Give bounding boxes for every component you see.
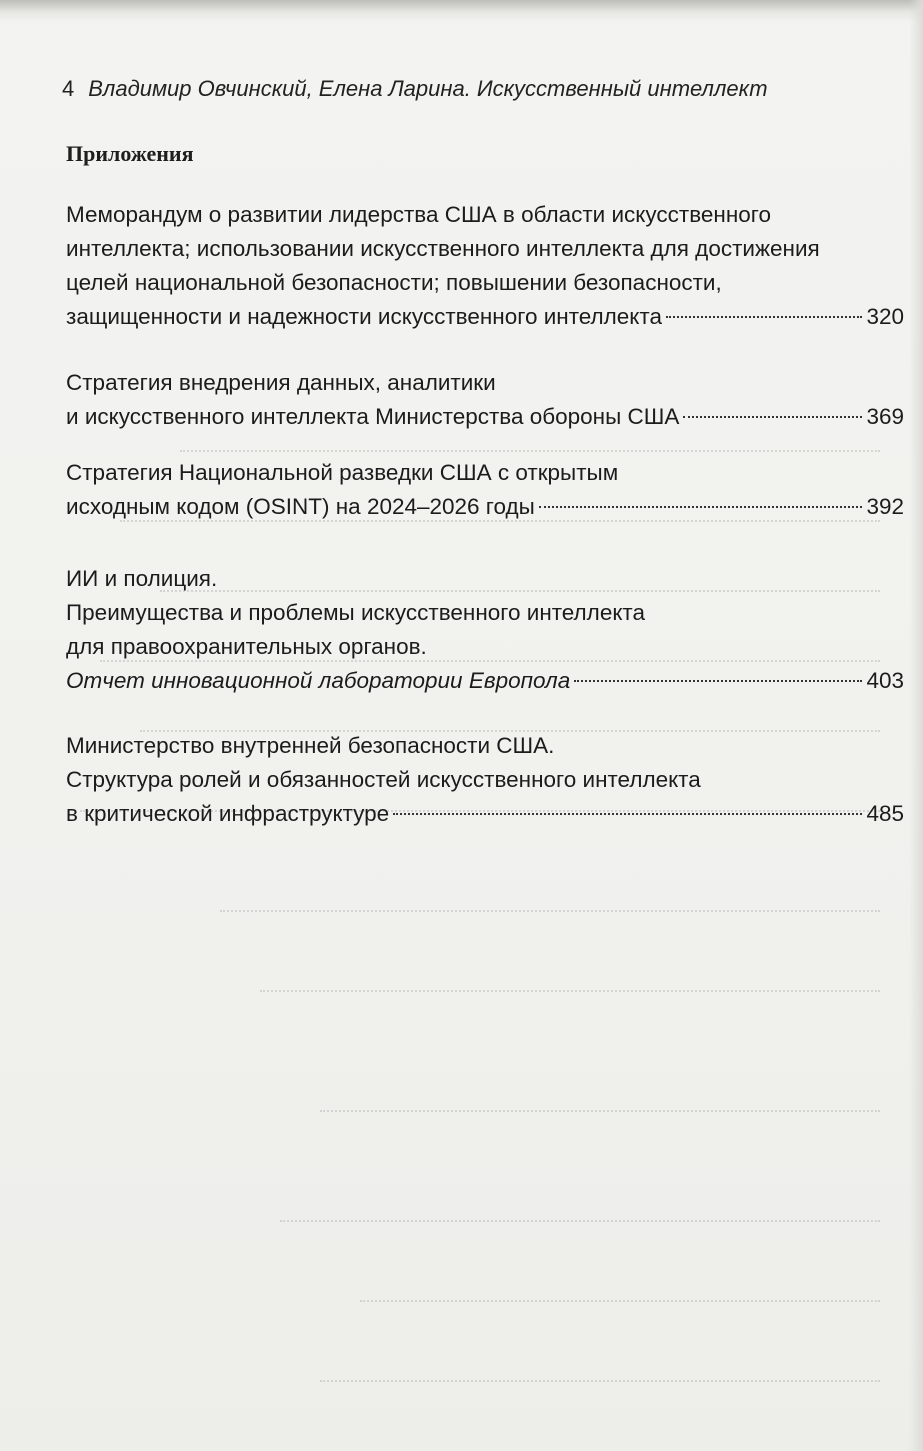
toc-entry-last-line: [66, 797, 904, 831]
page-top-edge: [0, 0, 923, 22]
bleed-shape: [360, 1300, 880, 1302]
section-title: Приложения: [66, 141, 194, 166]
toc-entry-line: Стратегия Национальной разведки США с открытым: [66, 460, 619, 485]
toc-entry-line: ИИ и полиция.: [66, 566, 218, 591]
table-of-contents: [66, 198, 904, 831]
toc-entry-line: в критической инфраструктуре: [66, 801, 390, 826]
toc-page-number: 403: [866, 668, 904, 693]
bleed-shape: [220, 910, 880, 912]
toc-entry-line: Стратегия внедрения данных, аналитики: [66, 370, 496, 395]
bleed-shape: [320, 1110, 880, 1112]
dot-leader: [666, 316, 862, 318]
toc-page-number: 485: [866, 801, 904, 826]
toc-page-number: 320: [866, 304, 904, 329]
dot-leader: [393, 813, 862, 815]
toc-entry[interactable]: [66, 456, 904, 524]
dot-leader: [539, 506, 862, 508]
toc-entry-last-line: [66, 664, 904, 698]
running-header-text: Владимир Овчинский, Елена Ларина. Искусственный интеллект: [88, 76, 768, 101]
toc-page-number: 392: [866, 494, 904, 519]
toc-entry-line: и искусственного интеллекта Министерства обороны США: [66, 404, 680, 429]
toc-entry-line: Преимущества и проблемы искусственного интеллекта: [66, 600, 645, 625]
toc-entry-line: Меморандум о развитии лидерства США в области искусственного: [66, 202, 771, 227]
toc-entry[interactable]: [66, 729, 904, 831]
toc-entry[interactable]: [66, 562, 904, 698]
bleed-shape: [280, 1220, 880, 1222]
toc-entry-line: для правоохранительных органов.: [66, 634, 427, 659]
bleed-shape: [320, 1380, 880, 1382]
bleed-shape: [260, 990, 880, 992]
toc-entry-line: Министерство внутренней безопасности США.: [66, 733, 555, 758]
toc-entry-line: защищенности и надежности искусственного интеллекта: [66, 304, 662, 329]
toc-page-number: 369: [866, 404, 904, 429]
toc-entry-last-line: [66, 300, 904, 334]
toc-entry-last-line: [66, 490, 904, 524]
dot-leader: [683, 416, 862, 418]
page-right-edge: [909, 0, 923, 1451]
toc-entry-line: целей национальной безопасности; повышении безопасности,: [66, 270, 722, 295]
toc-entry[interactable]: [66, 366, 904, 434]
toc-entry[interactable]: [66, 198, 904, 334]
page-number: 4: [62, 76, 75, 101]
toc-entry-line: Отчет инновационной лаборатории Европола: [66, 668, 571, 693]
running-header: [62, 76, 862, 102]
toc-entry-line: Структура ролей и обязанностей искусственного интеллекта: [66, 767, 701, 792]
toc-entry-last-line: [66, 400, 904, 434]
toc-entry-line: интеллекта; использовании искусственного интеллекта для достижения: [66, 236, 820, 261]
toc-entry-line: исходным кодом (OSINT) на 2024–2026 годы: [66, 494, 535, 519]
dot-leader: [574, 680, 862, 682]
